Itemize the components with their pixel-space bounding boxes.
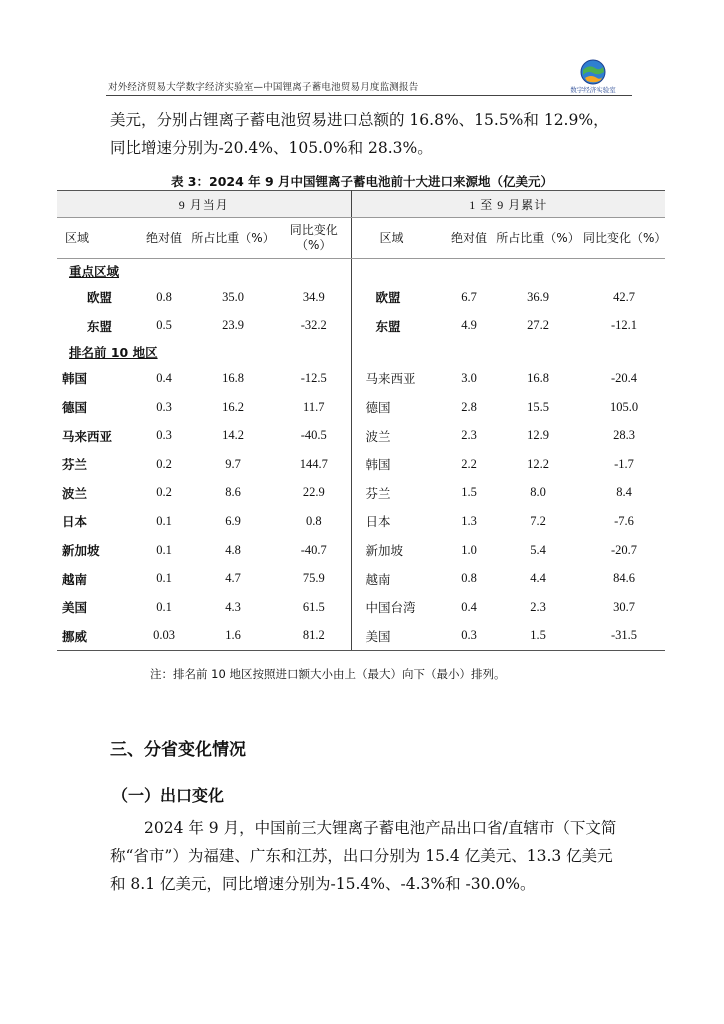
region-cell: 芬兰 bbox=[62, 457, 88, 473]
value-cell: 0.2 bbox=[156, 485, 172, 500]
region-cell: 日本 bbox=[62, 514, 88, 530]
table-row bbox=[57, 283, 665, 312]
yoy-cell: -31.5 bbox=[583, 622, 665, 651]
share-cell: 27.2 bbox=[527, 318, 549, 333]
yoy-cell: 8.4 bbox=[616, 485, 632, 500]
yoy-cell: 105.0 bbox=[609, 399, 639, 414]
yoy-cell: -7.6 bbox=[614, 513, 634, 528]
value-cell: 0.3 bbox=[156, 428, 172, 443]
region-cell: 欧盟 bbox=[375, 290, 401, 306]
value-cell: 3.0 bbox=[461, 370, 477, 385]
yoy-cell: 75.9 bbox=[277, 564, 351, 593]
yoy-cell: 81.2 bbox=[277, 622, 351, 651]
table-row bbox=[57, 479, 665, 508]
region-cell: 德国 bbox=[365, 400, 391, 416]
share-cell: 12.2 bbox=[527, 456, 549, 471]
share-cell: 15.5 bbox=[527, 399, 549, 414]
value-cell: 0.3 bbox=[156, 399, 172, 414]
value-cell: 0.8 bbox=[156, 289, 172, 304]
region-cell: 越南 bbox=[365, 571, 391, 587]
value-cell: 2.3 bbox=[461, 428, 477, 443]
share-cell: 6.9 bbox=[225, 513, 241, 528]
value-cell: 0.1 bbox=[156, 542, 172, 557]
col-region-left: 区域 bbox=[57, 218, 139, 259]
period-cumulative: 1 至 9 月累计 bbox=[351, 191, 665, 218]
yoy-cell: -40.5 bbox=[277, 421, 351, 450]
col-region-right: 区域 bbox=[351, 218, 445, 259]
table-row bbox=[57, 421, 665, 450]
section-key-regions: 重点区域 bbox=[57, 259, 351, 284]
subsection-heading: （一）出口变化 bbox=[112, 786, 225, 805]
share-cell: 36.9 bbox=[527, 289, 549, 304]
region-cell: 波兰 bbox=[62, 485, 88, 501]
table-row bbox=[57, 593, 665, 622]
region-cell: 马来西亚 bbox=[365, 371, 416, 387]
globe-logo-icon bbox=[579, 58, 607, 86]
yoy-cell: -1.7 bbox=[614, 456, 634, 471]
value-cell: 1.3 bbox=[461, 513, 477, 528]
region-cell: 美国 bbox=[351, 622, 445, 651]
intro-line-1: 美元，分别占锂离子蓄电池贸易进口总额的 16.8%、15.5%和 12.9%， bbox=[110, 111, 609, 129]
value-cell: 0.5 bbox=[156, 318, 172, 333]
table-title: 表 3：2024 年 9 月中国锂离子蓄电池前十大进口来源地（亿美元） bbox=[170, 174, 554, 189]
region-cell: 韩国 bbox=[365, 457, 391, 473]
table-row bbox=[57, 450, 665, 479]
yoy-cell: -12.5 bbox=[277, 364, 351, 393]
region-cell: 越南 bbox=[62, 571, 88, 587]
yoy-cell: 42.7 bbox=[613, 289, 635, 304]
share-cell: 9.7 bbox=[225, 456, 241, 471]
share-cell: 4.8 bbox=[225, 542, 241, 557]
share-cell: 2.3 bbox=[530, 599, 546, 614]
share-cell: 5.4 bbox=[530, 542, 546, 557]
lab-logo bbox=[560, 58, 626, 98]
value-cell: 0.1 bbox=[156, 571, 172, 586]
share-cell: 12.9 bbox=[527, 428, 549, 443]
share-cell: 4.3 bbox=[225, 599, 241, 614]
yoy-cell: 22.9 bbox=[277, 479, 351, 508]
value-cell: 0.2 bbox=[156, 456, 172, 471]
intro-paragraph bbox=[110, 106, 609, 162]
col-share-left: 所占比重（%） bbox=[189, 218, 277, 259]
value-cell: 2.8 bbox=[461, 399, 477, 414]
report-header: 对外经济贸易大学数字经济实验室—中国锂离子蓄电池贸易月度监测报告 bbox=[108, 82, 419, 93]
share-cell: 35.0 bbox=[222, 289, 244, 304]
region-cell: 挪威 bbox=[57, 622, 139, 651]
period-header-row bbox=[57, 191, 665, 218]
yoy-cell: 84.6 bbox=[613, 571, 635, 586]
logo-text: 数字经济实验室 bbox=[570, 86, 616, 94]
table-row bbox=[57, 536, 665, 565]
table-note: 注：排名前 10 地区按照进口额大小由上（最大）向下（最小）排列。 bbox=[150, 667, 506, 681]
yoy-cell: 61.5 bbox=[277, 593, 351, 622]
value-cell: 0.1 bbox=[156, 599, 172, 614]
section-heading: 三、分省变化情况 bbox=[110, 740, 246, 760]
intro-line-2: 同比增速分别为-20.4%、105.0%和 28.3%。 bbox=[110, 139, 433, 157]
value-cell: 0.4 bbox=[461, 599, 477, 614]
yoy-cell: -40.7 bbox=[277, 536, 351, 565]
region-cell: 新加坡 bbox=[62, 543, 100, 559]
share-cell: 8.6 bbox=[225, 485, 241, 500]
yoy-cell: -20.4 bbox=[610, 370, 638, 385]
col-abs-right: 绝对值 bbox=[445, 218, 493, 259]
yoy-cell: 28.3 bbox=[613, 428, 635, 443]
table-row bbox=[57, 393, 665, 422]
top10-rows bbox=[57, 364, 665, 650]
yoy-cell: -32.2 bbox=[277, 312, 351, 341]
region-cell: 欧盟 bbox=[87, 290, 113, 306]
yoy-cell: 34.9 bbox=[277, 283, 351, 312]
column-header-row bbox=[57, 218, 665, 259]
share-cell: 7.2 bbox=[530, 513, 546, 528]
value-cell: 0.3 bbox=[445, 622, 493, 651]
value-cell: 2.2 bbox=[461, 456, 477, 471]
share-cell: 16.2 bbox=[222, 399, 244, 414]
table-row bbox=[57, 622, 665, 651]
region-cell: 德国 bbox=[62, 400, 88, 416]
table-row bbox=[57, 312, 665, 341]
period-monthly: 9 月当月 bbox=[57, 191, 351, 218]
share-cell: 1.6 bbox=[189, 622, 277, 651]
region-cell: 东盟 bbox=[375, 318, 401, 334]
table-row bbox=[57, 507, 665, 536]
value-cell: 0.4 bbox=[156, 370, 172, 385]
share-cell: 8.0 bbox=[530, 485, 546, 500]
region-cell: 东盟 bbox=[87, 318, 113, 334]
region-cell: 波兰 bbox=[365, 428, 391, 444]
table-row bbox=[57, 564, 665, 593]
share-cell: 16.8 bbox=[222, 370, 244, 385]
value-cell: 4.9 bbox=[461, 318, 477, 333]
yoy-cell: -20.7 bbox=[610, 542, 638, 557]
col-yoy-right: 同比变化（%） bbox=[583, 218, 665, 259]
share-cell: 1.5 bbox=[493, 622, 583, 651]
region-cell: 韩国 bbox=[62, 371, 88, 387]
value-cell: 6.7 bbox=[461, 289, 477, 304]
header-rule bbox=[106, 95, 632, 96]
region-cell: 马来西亚 bbox=[62, 428, 113, 444]
yoy-cell: 0.8 bbox=[277, 507, 351, 536]
yoy-cell: -12.1 bbox=[610, 318, 638, 333]
share-cell: 4.4 bbox=[530, 571, 546, 586]
col-abs-left: 绝对值 bbox=[139, 218, 189, 259]
share-cell: 4.7 bbox=[225, 571, 241, 586]
region-cell: 美国 bbox=[62, 600, 88, 616]
import-sources-table bbox=[57, 190, 665, 651]
yoy-cell: 30.7 bbox=[613, 599, 635, 614]
value-cell: 0.8 bbox=[461, 571, 477, 586]
yoy-cell: 11.7 bbox=[277, 393, 351, 422]
share-cell: 14.2 bbox=[222, 428, 244, 443]
region-cell: 中国台湾 bbox=[365, 600, 416, 616]
section-row-key-regions bbox=[57, 259, 665, 284]
share-cell: 23.9 bbox=[222, 318, 244, 333]
region-cell: 芬兰 bbox=[365, 485, 391, 501]
value-cell: 1.5 bbox=[461, 485, 477, 500]
section-top10: 排名前 10 地区 bbox=[57, 340, 351, 364]
yoy-cell: 144.7 bbox=[277, 450, 351, 479]
table-row bbox=[57, 364, 665, 393]
share-cell: 16.8 bbox=[527, 370, 549, 385]
value-cell: 1.0 bbox=[461, 542, 477, 557]
region-cell: 日本 bbox=[365, 514, 391, 530]
export-paragraph: 2024 年 9 月，中国前三大锂离子蓄电池产品出口省/直辖市（下文简称“省市”）为福建、广东和江苏，出口分别为 15.4 亿美元、13.3 亿美元和 8.1 亿美元，同比增速分别为-15.4%、-4.3%和 -30.0%。 bbox=[110, 819, 617, 893]
value-cell: 0.03 bbox=[139, 622, 189, 651]
value-cell: 0.1 bbox=[156, 513, 172, 528]
col-share-right: 所占比重（%） bbox=[493, 218, 583, 259]
section-row-top10 bbox=[57, 340, 665, 364]
region-cell: 新加坡 bbox=[365, 543, 404, 559]
col-yoy-left: 同比变化（%） bbox=[277, 218, 351, 259]
